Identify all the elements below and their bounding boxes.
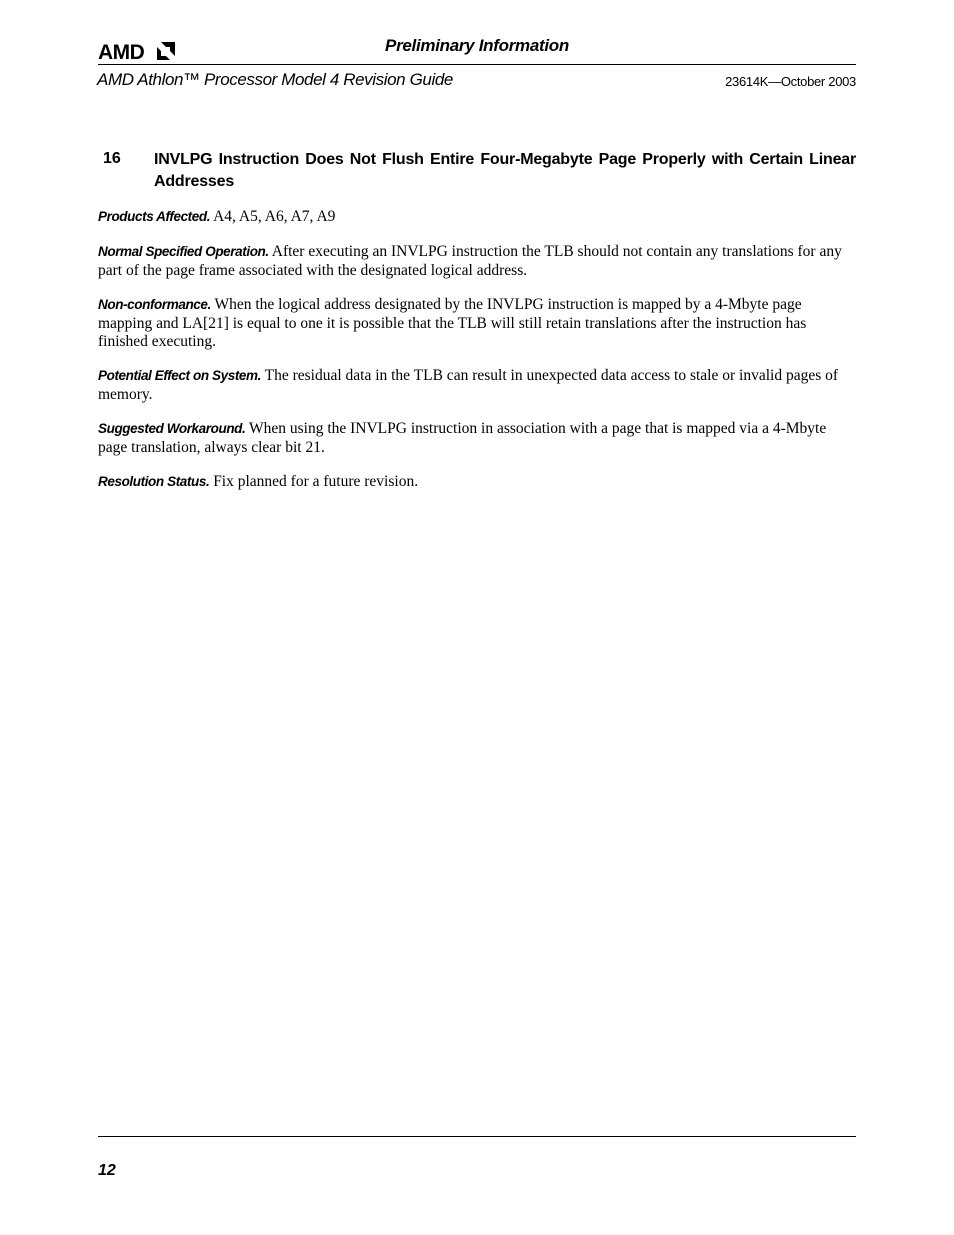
paragraph-text: When the logical address designated by the INVLPG instruction is mapped by a 4-Mbyte page mapping and LA[21] is equal to one it is possible that the TLB will still retain translations after the instruction has finished executing. bbox=[98, 296, 807, 350]
header-rule bbox=[98, 64, 856, 65]
paragraph-text: Fix planned for a future revision. bbox=[209, 473, 419, 490]
document-title: AMD Athlon™ Processor Model 4 Revision Guide bbox=[97, 70, 453, 89]
paragraph-text: The residual data in the TLB can result in unexpected data access to stale or invalid pages of memory. bbox=[98, 367, 839, 403]
paragraph-label: Suggested Workaround. bbox=[98, 421, 246, 436]
footer-rule bbox=[98, 1136, 856, 1137]
section-number: 16 bbox=[103, 150, 121, 167]
paragraph-text: A4, A5, A6, A7, A9 bbox=[210, 208, 336, 225]
non-conformance-paragraph bbox=[98, 296, 856, 352]
paragraph-label: Normal Specified Operation. bbox=[98, 244, 269, 259]
preliminary-information-label: Preliminary Information bbox=[385, 36, 569, 55]
resolution-status-paragraph bbox=[98, 473, 856, 492]
suggested-workaround-paragraph bbox=[98, 420, 856, 457]
paragraph-label: Non-conformance. bbox=[98, 297, 211, 312]
paragraph-label: Potential Effect on System. bbox=[98, 368, 261, 383]
svg-text:AMD: AMD bbox=[98, 41, 145, 62]
potential-effect-paragraph bbox=[98, 367, 856, 404]
section-title: INVLPG Instruction Does Not Flush Entire Four-Megabyte Page Properly with Certain Linear Addresses bbox=[154, 151, 856, 190]
normal-specified-operation-paragraph bbox=[98, 243, 856, 280]
paragraph-text: After executing an INVLPG instruction the TLB should not contain any translations for any part of the page frame associated with the designated logical address. bbox=[98, 243, 842, 279]
products-affected-paragraph bbox=[98, 208, 856, 227]
paragraph-label: Resolution Status. bbox=[98, 474, 210, 489]
paragraph-label: Products Affected. bbox=[98, 209, 211, 224]
paragraph-text: When using the INVLPG instruction in association with a page that is mapped via a 4-Mbyte page translation, always clear bit 21. bbox=[98, 420, 827, 456]
page-number: 12 bbox=[98, 1162, 116, 1179]
document-id-date: 23614K—October 2003 bbox=[725, 74, 856, 89]
